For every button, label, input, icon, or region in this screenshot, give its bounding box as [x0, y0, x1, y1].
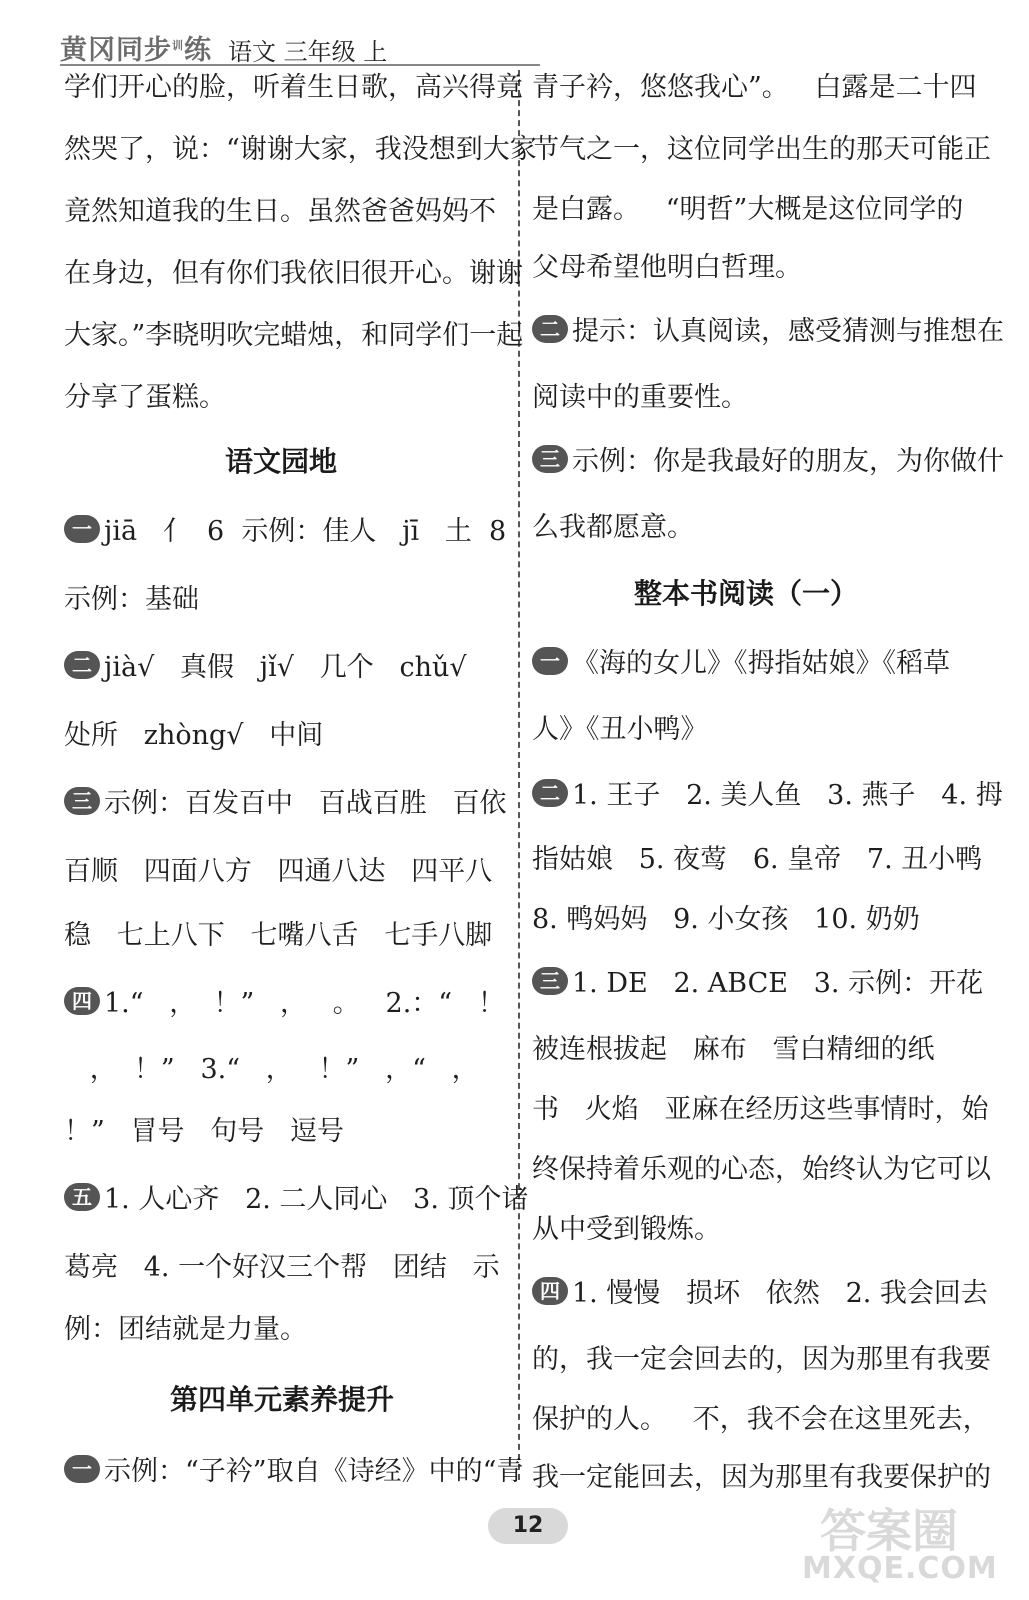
number-badge: 一	[532, 647, 568, 675]
section-heading: 语文园地	[225, 445, 338, 478]
page-number: 12	[488, 1508, 568, 1544]
text-line: 稳 七上八下 七嘴八舌 七手八脚	[64, 920, 493, 951]
answer-line	[532, 312, 1004, 352]
number-badge: 二	[532, 779, 568, 807]
text-line: 处所 zhòng√ 中间	[64, 720, 324, 751]
number-badge: 四	[64, 987, 100, 1015]
text-line: 的，我一定会回去的，因为那里有我要	[532, 1344, 991, 1375]
section-heading: 第四单元素养提升	[170, 1383, 395, 1416]
header-rule	[60, 64, 540, 66]
text-line: 从中受到锻炼。	[532, 1214, 721, 1245]
text-line: 竟然知道我的生日。虽然爸爸妈妈不	[64, 196, 496, 227]
text-line: 阅读中的重要性。	[532, 382, 748, 413]
text-line: 大家。”李晓明吹完蜡烛，和同学们一起	[64, 320, 524, 351]
number-badge: 一	[64, 515, 100, 543]
watermark-logo	[800, 1495, 1000, 1595]
text-line: 节气之一，这位同学出生的那天可能正	[532, 134, 991, 165]
page-header	[60, 28, 460, 66]
brand-sup: 训	[172, 39, 184, 52]
answer-line	[64, 1180, 529, 1220]
text-line: 么我都愿意。	[532, 512, 694, 543]
answer-line	[532, 964, 983, 1004]
number-badge: 三	[64, 787, 100, 815]
text-line: 学们开心的脸，听着生日歌，高兴得竟	[64, 72, 523, 103]
answer-text: 1. 人心齐 2. 二人同心 3. 顶个诸	[104, 1184, 529, 1215]
text-line: 分享了蛋糕。	[64, 382, 226, 413]
answer-line	[64, 648, 467, 688]
text-line: ， ！” 3.“ ， ！” ，“ ，	[64, 1054, 479, 1085]
answer-line	[532, 776, 1003, 816]
answer-text: 1. 王子 2. 美人鱼 3. 燕子 4. 拇	[572, 780, 1003, 811]
text-line: 示例：基础	[64, 584, 199, 615]
text-line: 然哭了，说：“谢谢大家，我没想到大家	[64, 134, 537, 165]
text-line: 书 火焰 亚麻在经历这些事情时，始	[532, 1094, 989, 1125]
answer-text: 1. 慢慢 损坏 依然 2. 我会回去	[572, 1278, 988, 1309]
text-line: 我一定能回去，因为那里有我要保护的	[532, 1462, 991, 1493]
number-badge: 四	[532, 1277, 568, 1305]
answer-line	[64, 1452, 523, 1492]
answer-line	[532, 1274, 988, 1314]
answer-text: 1. DE 2. ABCE 3. 示例：开花	[572, 968, 984, 999]
text-line: 指姑娘 5. 夜莺 6. 皇帝 7. 丑小鸭	[532, 844, 983, 875]
answer-line	[64, 984, 505, 1024]
number-badge: 三	[532, 445, 568, 473]
text-line: 例：团结就是力量。	[64, 1314, 307, 1345]
text-line: 青子衿，悠悠我心”。 白露是二十四	[532, 72, 977, 103]
text-line: 在身边，但有你们我依旧很开心。谢谢	[64, 258, 523, 289]
answer-line	[64, 784, 507, 824]
brand-name: 黄冈同步	[60, 35, 172, 66]
answer-text: 示例：百发百中 百战百胜 百依	[104, 788, 507, 819]
answer-text: 示例：你是我最好的朋友，为你做什	[572, 446, 1004, 477]
text-line: 父母希望他明白哲理。	[532, 252, 802, 283]
text-line: ！” 冒号 句号 逗号	[64, 1116, 345, 1147]
number-badge: 二	[532, 315, 568, 343]
answer-line	[64, 512, 506, 552]
text-line: 葛亮 4. 一个好汉三个帮 团结 示	[64, 1252, 500, 1283]
text-line: 百顺 四面八方 四通八达 四平八	[64, 856, 493, 887]
answer-text: 《海的女儿》《拇指姑娘》《稻草	[572, 648, 950, 679]
answer-text: jià√ 真假 jǐ√ 几个 chǔ√	[104, 652, 467, 683]
number-badge: 五	[64, 1183, 100, 1211]
text-line: 是白露。 “明哲”大概是这位同学的	[532, 194, 964, 225]
watermark-bottom: MXQE.COM	[802, 1551, 998, 1586]
text-line: 人》《丑小鸭》	[532, 714, 708, 745]
number-badge: 二	[64, 651, 100, 679]
answer-text: 1.“ ， ！” ， 。 2.：“ ！	[104, 988, 505, 1019]
answer-text: jiā 亻 6 示例：佳人 jī 土 8	[104, 516, 507, 547]
number-badge: 一	[64, 1455, 100, 1483]
answer-text: 提示：认真阅读，感受猜测与推想在	[572, 316, 1004, 347]
text-line: 被连根拔起 麻布 雪白精细的纸	[532, 1034, 935, 1065]
answer-text: 示例：“子衿”取自《诗经》中的“青	[104, 1456, 524, 1487]
answer-line	[532, 644, 950, 684]
section-heading: 整本书阅读（一）	[634, 577, 859, 610]
brand-tail: 练	[184, 35, 212, 66]
brand-logo	[60, 28, 212, 67]
text-line: 终保持着乐观的心态，始终认为它可以	[532, 1154, 991, 1185]
text-line: 保护的人。 不，我不会在这里死去，	[532, 1404, 990, 1435]
answer-line	[532, 442, 1004, 482]
text-line: 8. 鸭妈妈 9. 小女孩 10. 奶奶	[532, 904, 920, 935]
number-badge: 三	[532, 967, 568, 995]
subject-label: 语文 三年级 上	[228, 38, 388, 66]
watermark-top: 答案圈	[820, 1504, 958, 1558]
